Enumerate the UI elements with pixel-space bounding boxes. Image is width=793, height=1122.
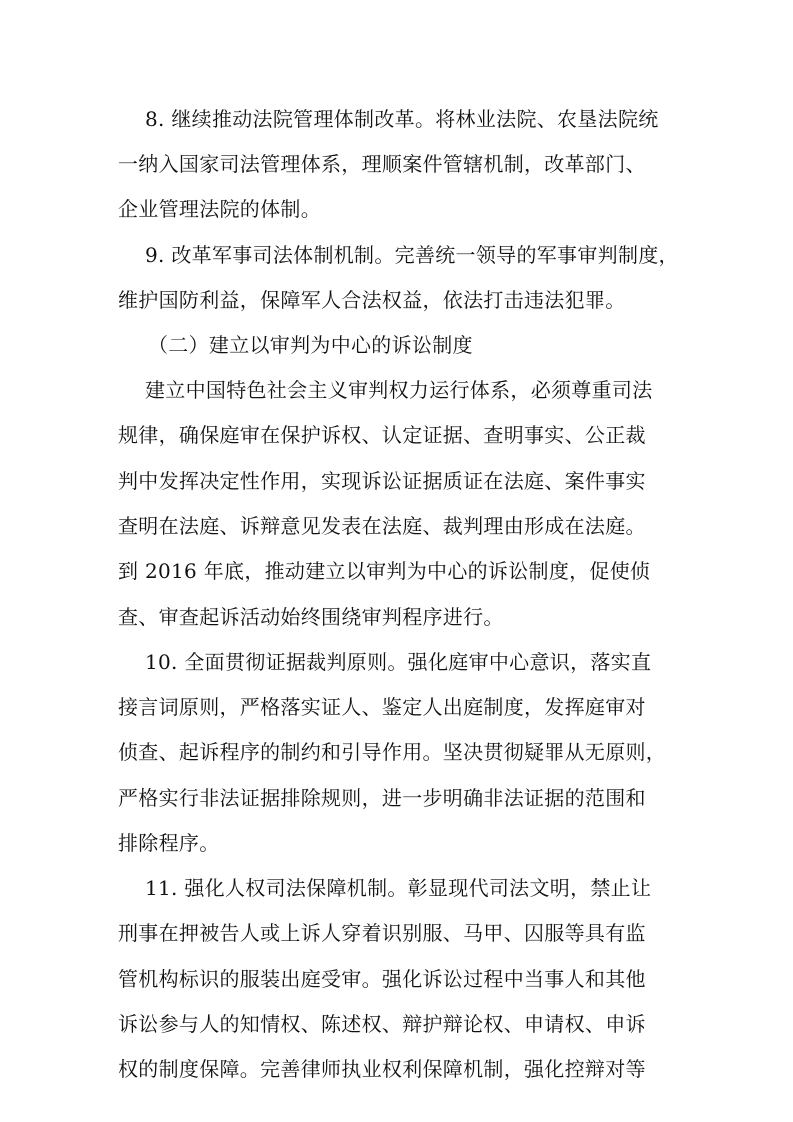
text-line: 10. 全面贯彻证据裁判原则。强化庭审中心意识，落实直	[145, 650, 652, 674]
text-line: 到 2016 年底，推动建立以审判为中心的诉讼制度，促使侦	[118, 559, 651, 583]
text-line: 维护国防利益，保障军人合法权益，依法打击违法犯罪。	[118, 288, 626, 312]
text-line: 规律，确保庭审在保护诉权、认定证据、查明事实、公正裁	[118, 423, 646, 447]
text-line: 排除程序。	[118, 831, 220, 855]
text-line: 9. 改革军事司法体制机制。完善统一领导的军事审判制度，	[145, 243, 679, 267]
text-line: 接言词原则，严格落实证人、鉴定人出庭制度，发挥庭审对	[118, 695, 646, 719]
text-line: 严格实行非法证据排除规则，进一步明确非法证据的范围和	[118, 786, 646, 810]
text-line: 判中发挥决定性作用，实现诉讼证据质证在法庭、案件事实	[118, 469, 646, 493]
text-line: 权的制度保障。完善律师执业权利保障机制，强化控辩对等	[118, 1057, 646, 1081]
text-line: 一纳入国家司法管理体系，理顺案件管辖机制，改革部门、	[118, 152, 646, 176]
text-line: 企业管理法院的体制。	[118, 197, 321, 221]
text-line: 刑事在押被告人或上诉人穿着识别服、马甲、囚服等具有监	[118, 921, 646, 945]
text-line: 侦查、起诉程序的制约和引导作用。坚决贯彻疑罪从无原则，	[118, 740, 667, 764]
text-line: 8. 继续推动法院管理体制改革。将林业法院、农垦法院统	[145, 107, 659, 131]
text-line: 诉讼参与人的知情权、陈述权、辩护辩论权、申请权、申诉	[118, 1012, 646, 1036]
section-heading: （二）建立以审判为中心的诉讼制度	[148, 333, 473, 357]
text-line: 管机构标识的服装出庭受审。强化诉讼过程中当事人和其他	[118, 967, 646, 991]
text-line: 11. 强化人权司法保障机制。彰显现代司法文明，禁止让	[145, 876, 652, 900]
text-line: 建立中国特色社会主义审判权力运行体系，必须尊重司法	[145, 378, 653, 402]
text-line: 查、审查起诉活动始终围绕审判程序进行。	[118, 605, 504, 629]
text-line: 查明在法庭、诉辩意见发表在法庭、裁判理由形成在法庭。	[118, 514, 646, 538]
